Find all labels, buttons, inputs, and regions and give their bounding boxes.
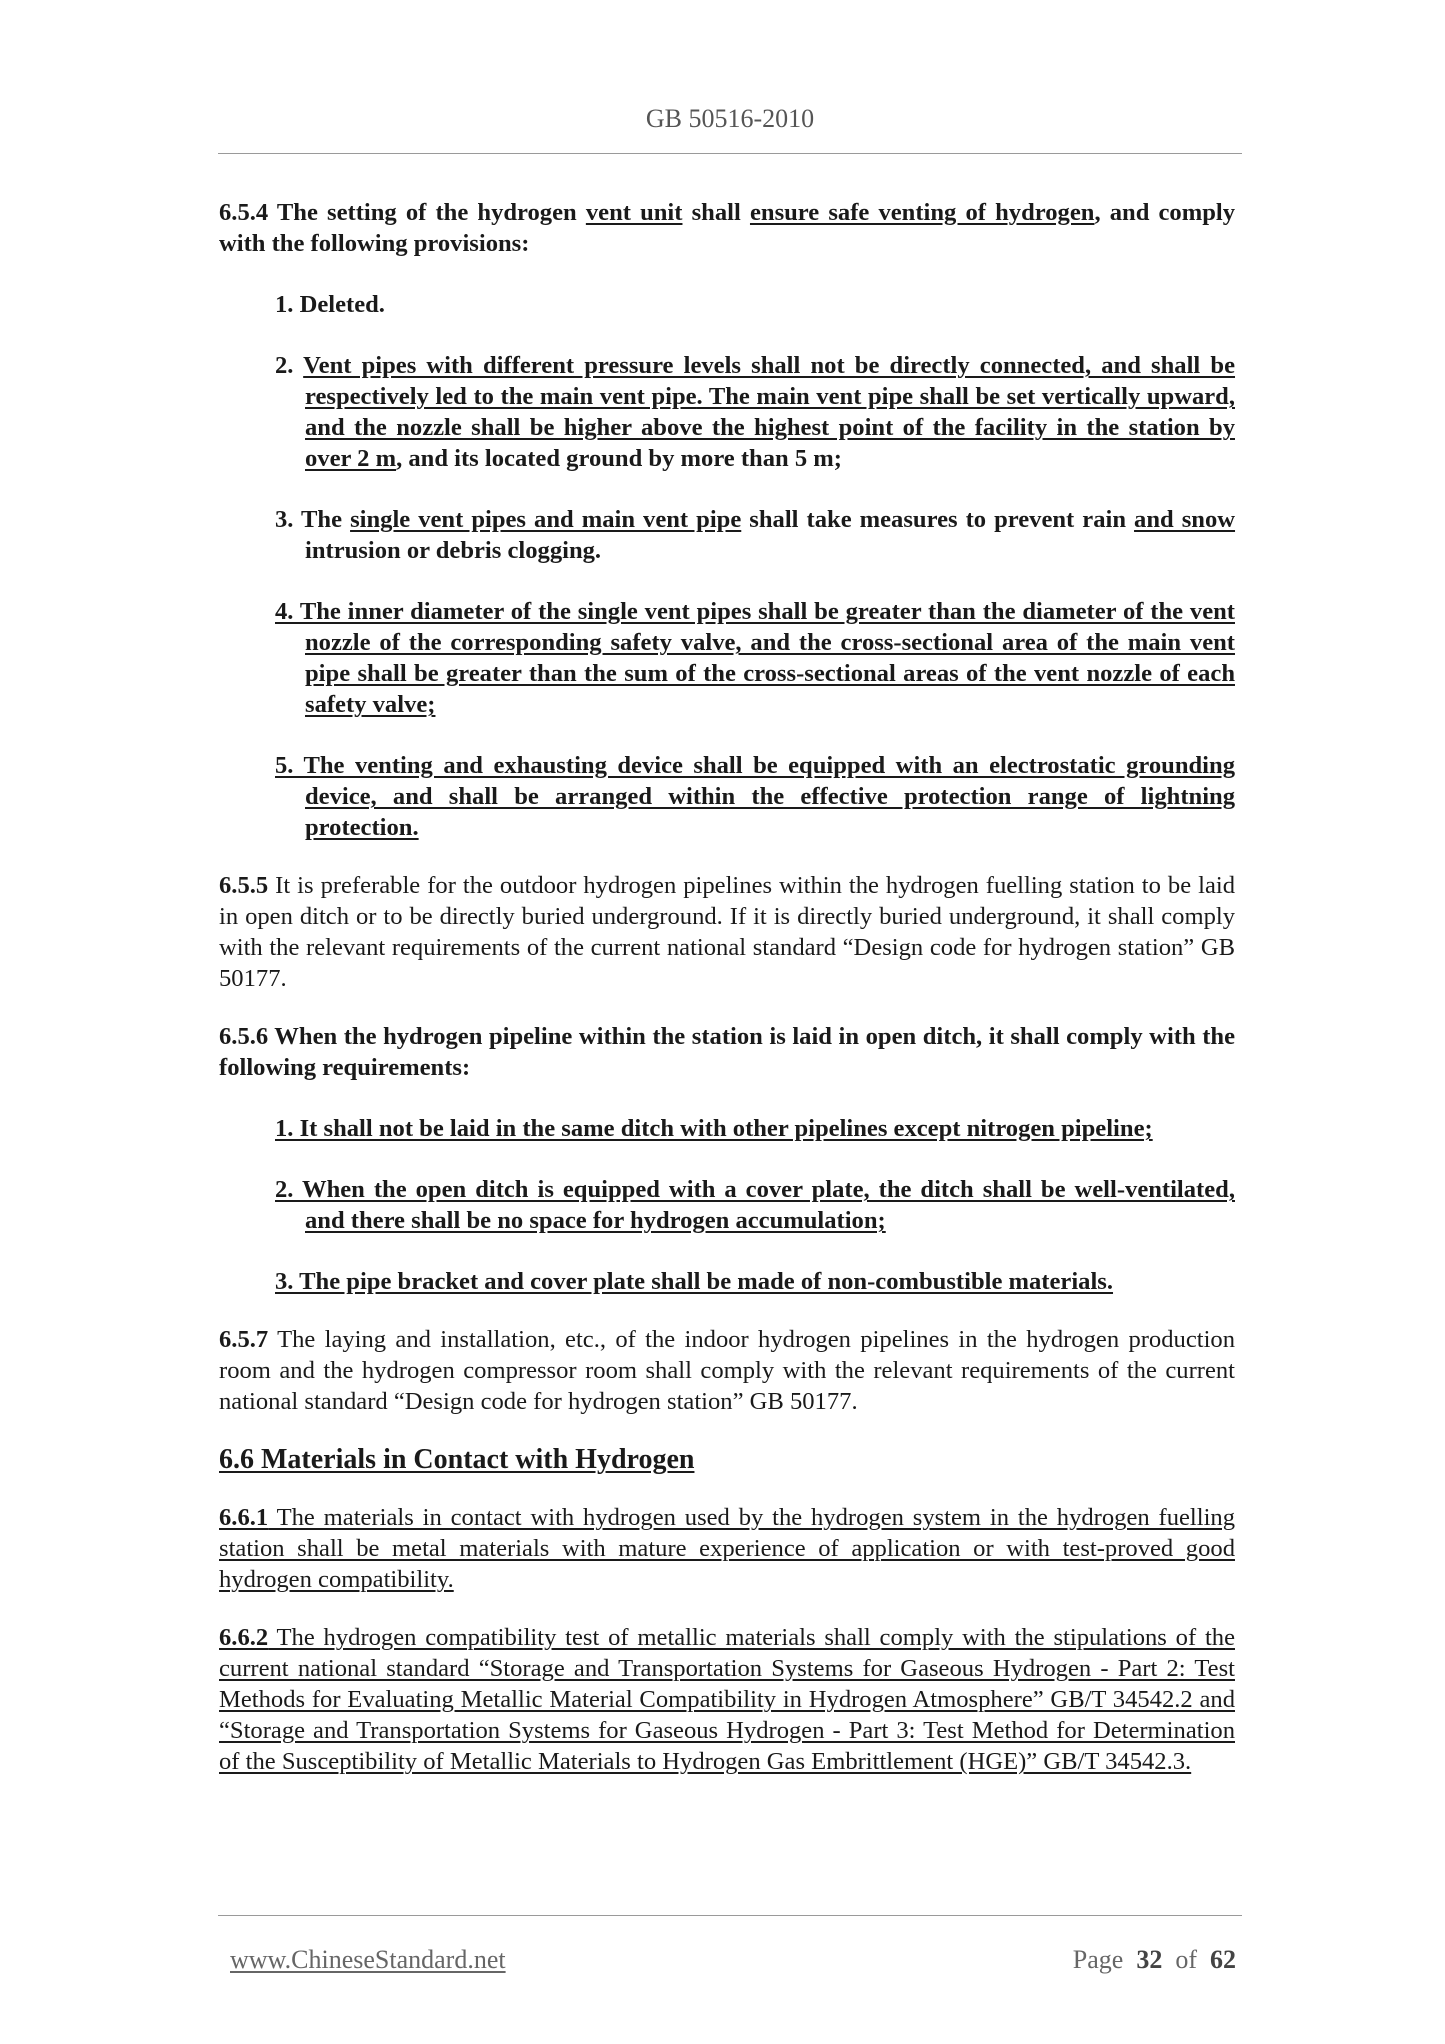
header-standard-code: GB 50516-2010	[645, 104, 815, 133]
page-number: Page 32 of 62	[1072, 1945, 1236, 1974]
list-item: 3. The single vent pipes and main vent pipe shall take measures to prevent rain and snow intrusion or debris clogging.	[275, 506, 1236, 564]
list-item: 2. When the open ditch is equipped with a cover plate, the ditch shall be well-ventilated, and there shall be no space for hydrogen accumulation;	[275, 1176, 1235, 1234]
clause-6-6-2: 6.6.2 The hydrogen compatibility test of metallic materials shall comply with the stipulations of the current national standard “Storage and Transportation Systems for Gaseous Hydrogen - Part 2: Test Methods for Evaluating Metallic Material Compatibility in Hydrogen Atmosphere” GB/T 34542.2 and “Storage and Transportation Systems for Gaseous Hydrogen - Part 3: Test Method for Determination of the Susceptibility of Metallic Materials to Hydrogen Gas Embrittlement (HGE)” GB/T 34542.3.	[219, 1624, 1235, 1775]
footer-divider	[218, 1915, 1242, 1916]
clause-6-6-1: 6.6.1 The materials in contact with hydrogen used by the hydrogen system in the hydrogen fuelling station shall be metal materials with mature experience of application or with test-proved good hydrogen compatibility.	[219, 1504, 1235, 1593]
list-item: 5. The venting and exhausting device shall be equipped with an electrostatic grounding device, and shall be arranged within the effective protection range of lightning protection.	[275, 752, 1235, 841]
footer-website-link[interactable]: www.ChineseStandard.net	[230, 1945, 506, 1974]
list-item: 2. Vent pipes with different pressure levels shall not be directly connected, and shall be respectively led to the main vent pipe. The main vent pipe shall be set vertically upward, and the nozzle shall be higher above the highest point of the facility in the station by over 2 m, and its located ground by more than 5 m;	[275, 352, 1236, 472]
header-divider	[218, 153, 1242, 154]
list-item: 1. Deleted.	[275, 291, 385, 318]
clause-number: 6.6.2	[219, 1624, 269, 1651]
list-item: 4. The inner diameter of the single vent pipes shall be greater than the diameter of the vent nozzle of the corresponding safety valve, and the cross-sectional area of the main vent pipe shall be greater than the sum of the cross-sectional areas of the vent nozzle of each safety valve;	[275, 598, 1235, 718]
clause-number: 6.5.7	[219, 1326, 269, 1353]
clause-6-5-7: 6.5.7 The laying and installation, etc., of the indoor hydrogen pipelines in the hydrogen production room and the hydrogen compressor room shall comply with the relevant requirements of the current national standard “Design code for hydrogen station” GB 50177.	[219, 1326, 1235, 1415]
clause-number: 6.5.6	[219, 1023, 269, 1050]
list-item: 3. The pipe bracket and cover plate shall be made of non-combustible materials.	[275, 1268, 1114, 1295]
page-body	[219, 197, 1235, 1777]
list-item: 1. It shall not be laid in the same ditch with other pipelines except nitrogen pipeline;	[275, 1115, 1153, 1142]
clause-number: 6.5.5	[219, 872, 269, 899]
clause-number: 6.6.1	[219, 1504, 269, 1531]
clause-6-5-6: 6.5.6 When the hydrogen pipeline within the station is laid in open ditch, it shall comply with the following requirements:	[219, 1023, 1235, 1081]
section-title: 6.6 Materials in Contact with Hydrogen	[219, 1444, 695, 1475]
clause-number: 6.5.4	[219, 199, 269, 226]
clause-6-5-4: 6.5.4 The setting of the hydrogen vent unit shall ensure safe venting of hydrogen, and comply with the following provisions:	[219, 199, 1236, 257]
clause-6-5-5: 6.5.5 It is preferable for the outdoor hydrogen pipelines within the hydrogen fuelling station to be laid in open ditch or to be directly buried underground. If it is directly buried underground, it shall comply with the relevant requirements of the current national standard “Design code for hydrogen station” GB 50177.	[219, 872, 1235, 992]
